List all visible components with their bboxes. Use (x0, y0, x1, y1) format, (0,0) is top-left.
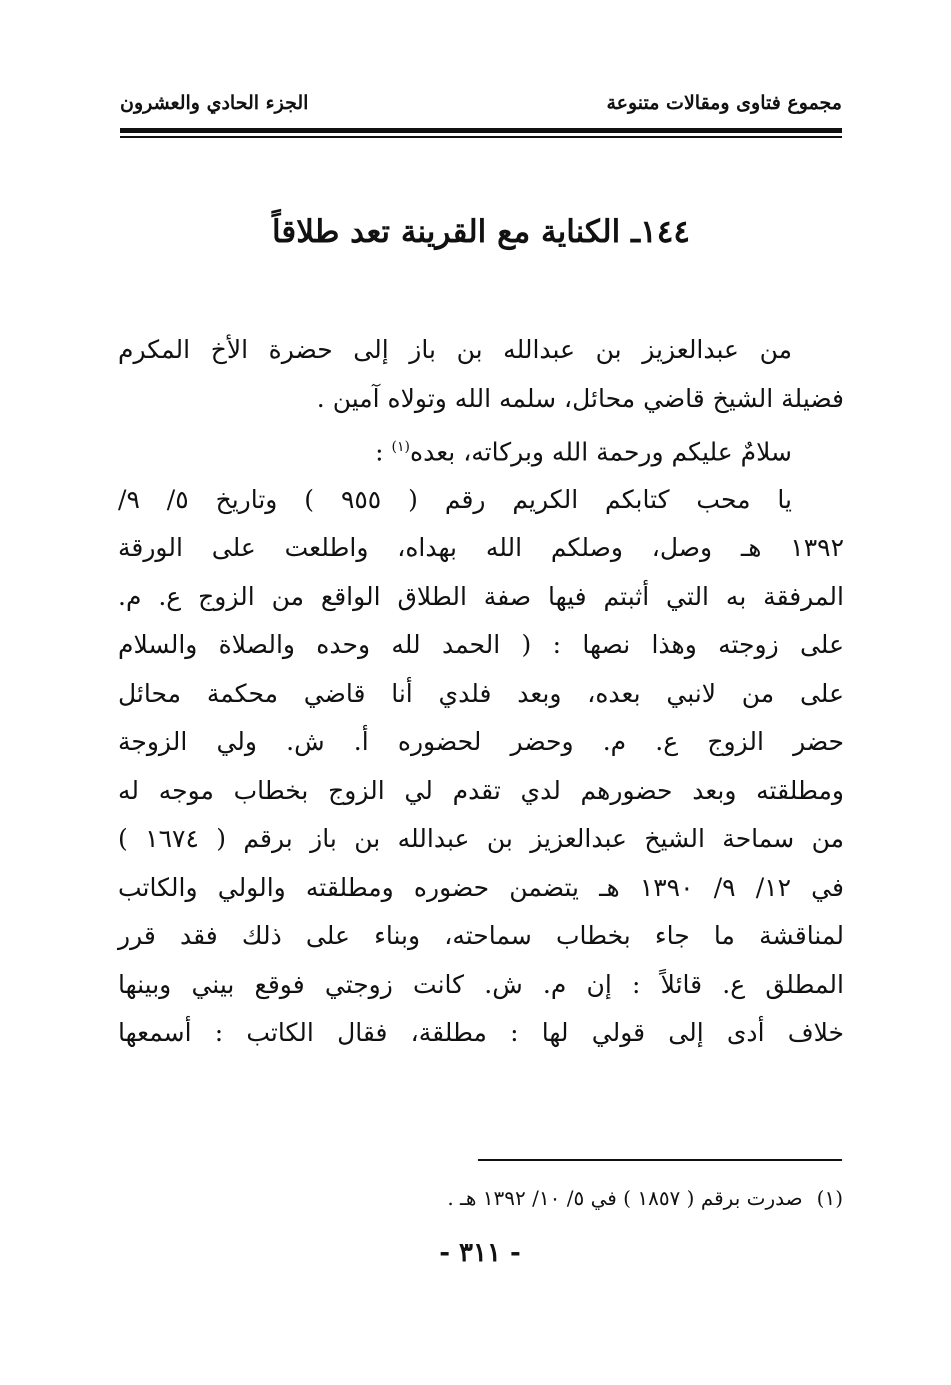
footnote-divider (478, 1159, 842, 1161)
body-line: على زوجته وهذا نصها : ( الحمد لله وحده والصلاة والسلام (118, 630, 844, 659)
body-line: في ١٢/ ٩/ ١٣٩٠ هـ يتضمن حضوره ومطلقته والولي والكاتب (118, 872, 844, 902)
footnote-text: صدرت برقم ( ١٨٥٧ ) في ٥/ ١٠/ ١٣٩٢ هـ . (447, 1186, 803, 1210)
footnote-marker: (١) (391, 439, 411, 455)
greeting-colon: : (375, 437, 384, 467)
body-line: المرفقة به التي أثبتم فيها صفة الطلاق الواقع من الزوج ع. م. (118, 581, 844, 611)
body-line-greeting (118, 423, 844, 472)
footnote (447, 1186, 843, 1210)
header-rule-thick (120, 128, 842, 133)
chapter-title: ١٤٤ـ الكناية مع القرينة تعد طلاقاً (271, 214, 691, 250)
footnote-number: (١) (816, 1186, 843, 1210)
running-header (120, 92, 842, 128)
body-line: حضر الزوج ع. م. وحضر لحضوره أ. ش. ولي الزوجة (118, 727, 844, 756)
greeting-text: سلامٌ عليكم ورحمة الله وبركاته، بعده (410, 437, 792, 467)
body-line: ١٣٩٢ هـ وصل، وصلكم الله بهداه، واطلعت على الورقة (118, 533, 844, 562)
body-line: من سماحة الشيخ عبدالعزيز بن عبدالله بن باز برقم ( ١٦٧٤ ) (118, 824, 844, 853)
page-number: - ٣١١ - (439, 1238, 521, 1268)
body-line: على من لانبي بعده، وبعد فلدي أنا قاضي محكمة محائل (118, 678, 844, 708)
body-line: ومطلقته وبعد حضورهم لدي تقدم لي الزوج بخطاب موجه له (118, 775, 844, 805)
header-rule-thin (120, 136, 842, 138)
body-line: المطلق ع. قائلاً : إن م. ش. كانت زوجتي فوقع بيني وبينها (118, 969, 844, 999)
body-line: من عبدالعزيز بن عبدالله بن باز إلى حضرة الأخ المكرم (118, 335, 792, 364)
body-line: فضيلة الشيخ قاضي محائل، سلمه الله وتولاه آمين . (316, 383, 844, 413)
volume-title: الجزء الحادي والعشرون (120, 92, 309, 114)
body-line: خلاف أدى إلى قولي لها : مطلقة، فقال الكاتب : أسمعها (118, 1018, 844, 1047)
body-line: يا محب كتابكم الكريم رقم ( ٩٥٥ ) وتاريخ ٥/ ٩/ (118, 484, 792, 514)
body-line: لمناقشة ما جاء بخطاب سماحته، وبناء على ذلك فقد قرر (118, 921, 844, 950)
book-title: مجموع فتاوى ومقالات متنوعة (606, 92, 842, 114)
body-text (118, 326, 844, 1058)
